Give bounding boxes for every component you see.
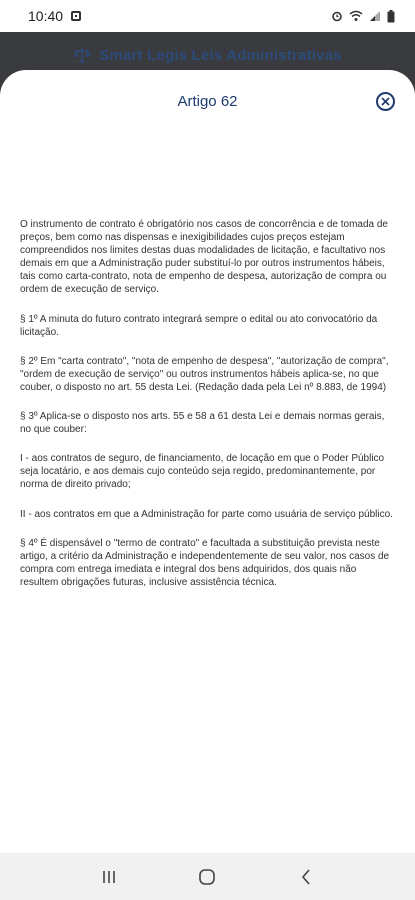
signal-icon [369, 10, 381, 22]
alarm-icon [331, 10, 343, 22]
recents-button[interactable] [89, 862, 129, 892]
status-time: 10:40 [28, 8, 64, 24]
scales-icon [73, 46, 91, 64]
close-button[interactable] [376, 92, 395, 111]
article-paragraph-3: § 3º Aplica-se o disposto nos arts. 55 e 58 a 61 desta Lei e demais normas gerais, no que couber: [20, 411, 385, 436]
recents-icon [101, 870, 117, 884]
app-title: Smart Legis Leis Administrativas [99, 46, 342, 64]
article-item-2: II - aos contratos em que a Administração for parte como usuária de serviço público. [20, 508, 393, 520]
notification-icon [71, 11, 81, 21]
article-paragraph-2: § 2º Em "carta contrato", "nota de empenho de despesa", "autorização de compra", "ordem de execução de serviço" ou outros instrumentos hábeis aplica-se, no que couber, o disposto no art. 55 desta Lei. (Redação dada pela Lei nº 8.883, de 1994) [20, 355, 389, 393]
sheet-header [0, 70, 415, 132]
battery-icon [387, 10, 395, 23]
article-paragraph-1: § 1º A minuta do futuro contrato integrará sempre o edital ou ato convocatório da licitação. [20, 313, 378, 338]
back-icon [301, 869, 311, 885]
article-caput: O instrumento de contrato é obrigatório nos casos de concorrência e de tomada de preços, bem como nas dispensas e inexigibilidades cujos preços estejam compreendidos nos limites destas duas modalidades de licitação, e facultativo nos demais em que a Administração puder substituí-lo por outros instrumentos hábeis, tais como carta-contrato, nota de empenho de despesa, autorização de compra ou ordem de execução de serviço. [20, 219, 388, 296]
close-icon [381, 97, 390, 106]
article-paragraph-4: § 4º É dispensável o "termo de contrato" e facultada a substituição prevista neste artigo, a critério da Administração e independentemente de seu valor, nos casos de compra com entrega imediata e integral dos bens adquiridos, dos quais não resultem obrigações futuras, inclusive assistência técnica. [20, 537, 390, 588]
home-button[interactable] [187, 862, 227, 892]
article-item-1: I - aos contratos de seguro, de financiamento, de locação em que o Poder Público seja locatário, e aos demais cujo conteúdo seja regido, predominantemente, por norma de direito privado; [20, 453, 385, 491]
system-nav-bar [0, 853, 415, 900]
article-content [0, 132, 415, 589]
status-right [331, 10, 395, 23]
home-icon [198, 868, 216, 886]
sheet-title: Artigo 62 [177, 92, 238, 110]
status-left [28, 8, 81, 24]
status-bar [0, 0, 415, 32]
article-sheet [0, 70, 415, 853]
back-button[interactable] [286, 862, 326, 892]
wifi-icon [349, 10, 363, 22]
